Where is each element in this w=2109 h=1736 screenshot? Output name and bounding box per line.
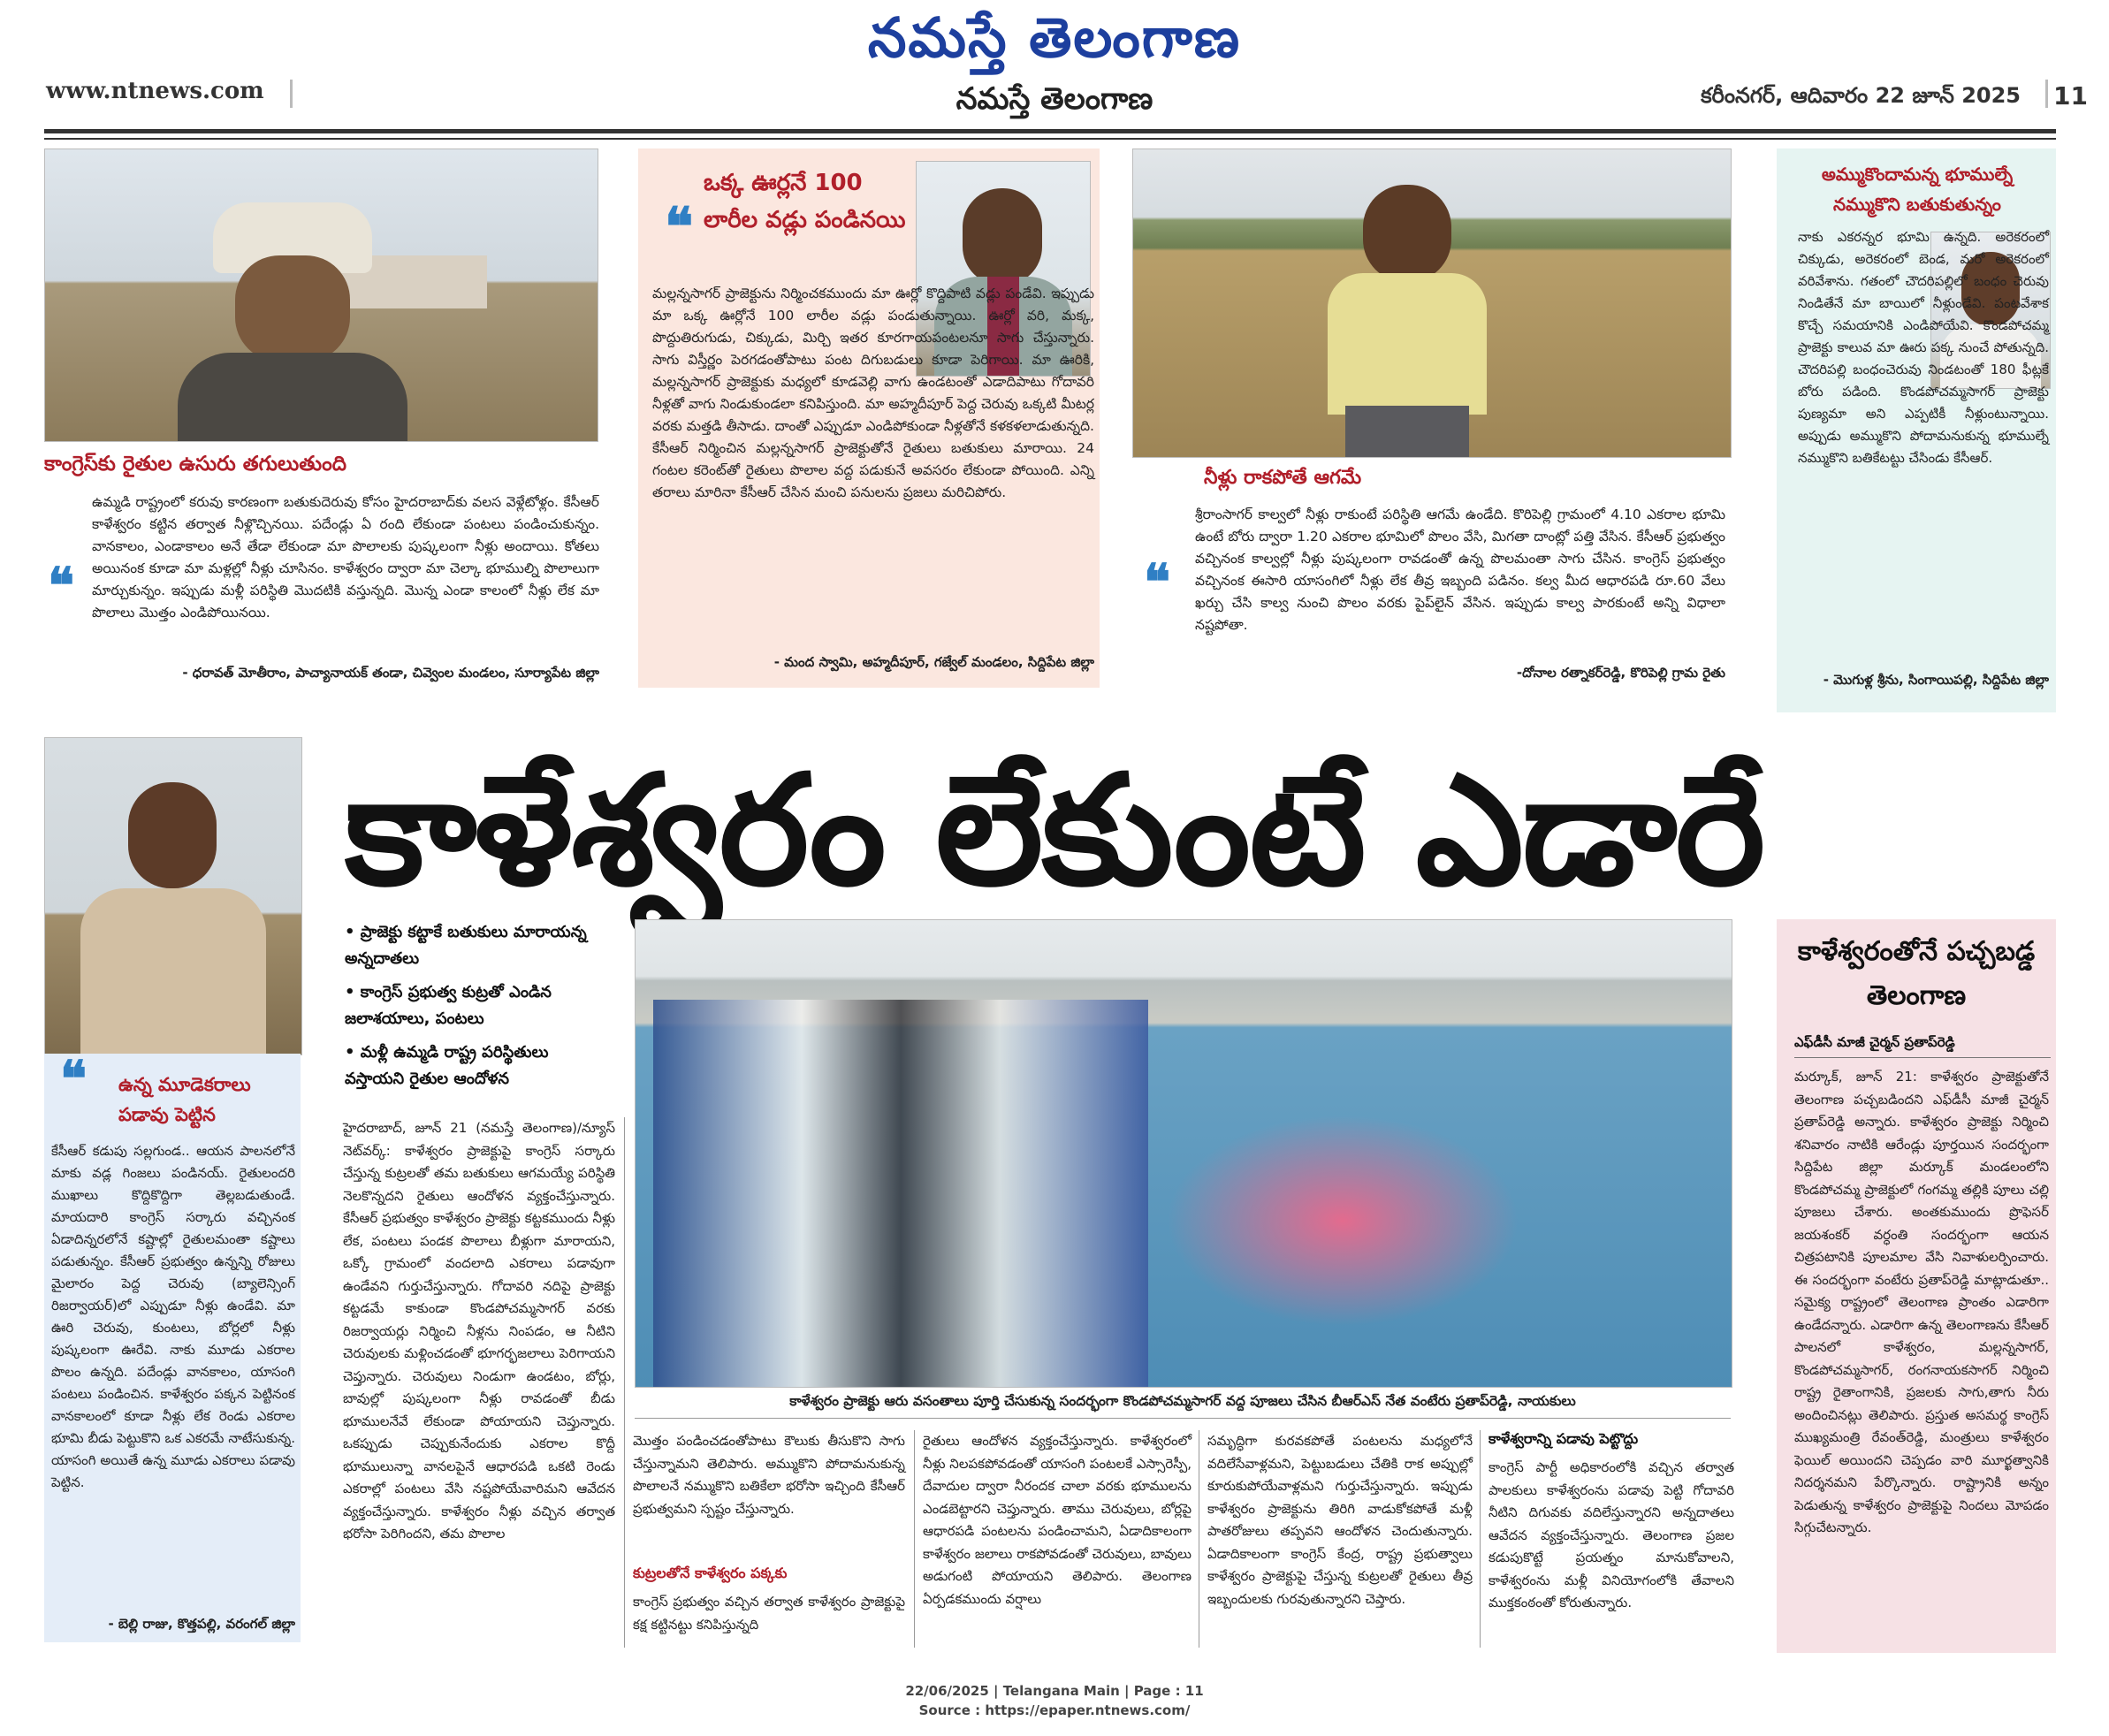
masthead-rule (44, 129, 2056, 133)
highlight-text: కాంగ్రెస్ ప్రభుత్వ కుట్రతో ఎండిన జలాశయాలు, పంటలు (345, 983, 552, 1028)
story2-body: మల్లన్నసాగర్ ప్రాజెక్టును నిర్మించకముందు మా ఊర్లో కొద్దిపాటి వడ్లు పండేవి. ఇప్పుడు మా ఒక్క ఊర్లోనే 100 లారీల వడ్లు పండుతున్నాయి. ఊర్లో వరి, మక్క, పొద్దుతిరుగుడు, చిక్కుడు, మిర్చి ఇతర కూరగాయపంటలనూ సాగు చేస్తున్నారు. సాగు విస్తీర్ణం పెరగడంతోపాటు పంట దిగుబడులు కూడా పెరిగాయి. మా ఊరికి, మల్లన్నసాగర్ ప్రాజెక్టుకు మధ్యలో కూడవెల్లి వాగు ఉండటంతో ఎడాదిపాటు గోదావరి నీళ్లతో వాగు నిండుకుండలా కనిపిస్తుంది. మా అహ్మదీపూర్ పెద్ద చెరువు ఒక్కటి మీటర్ల వరకు మత్తడి తీసాడు. దాంతో ఎప్పుడూ ఎండిపోకుండా నీళ్లతోనే కళకళలాడుతున్నది. కేసీఆర్ నిర్మించిన మల్లన్నసాగర్ ప్రాజెక్టుతోనే రైతులు బతుకులు మారాయి. 24 గంటల కరెంట్‌తో రైతులు పొలాల వద్ద పడుకునే అవసరం లేకుండా పోయింది. ఎన్ని తరాలు మారినా కేసీఆర్ చేసిన మంచి పనులను ప్రజలు మరిచిపోరు. (652, 286, 1094, 500)
face-shape (128, 782, 217, 888)
quote-icon: ❝ (48, 557, 75, 615)
farmer-photo-1 (44, 148, 598, 442)
field-photo (1132, 148, 1732, 458)
quote-icon: ❝ (60, 1050, 88, 1108)
story1-headline: కాంగ్రెస్‌కు రైతుల ఉసురు తగులుతుంది (44, 453, 347, 476)
face-shape (235, 255, 350, 362)
page-number: 11 (2053, 81, 2088, 110)
highlight-item: • కాంగ్రెస్ ప్రభుత్వ కుట్రతో ఎండిన జలాశయాలు, పంటలు (345, 983, 552, 1028)
story6-body: మర్కూక్, జూన్ 21: కాళేశ్వరం ప్రాజెక్టుతోనే తెలంగాణ పచ్చబడిందని ఎఫ్‌డీసీ మాజీ చైర్మన్ ప్రతాప్‌రెడ్డి అన్నారు. కాళేశ్వరం ప్రాజెక్టు నిర్మించి శనివారం నాటికి ఆరేండ్లు పూర్తయిన సందర్భంగా సిద్దిపేట జిల్లా మర్కూక్ మండలంలోని కొండపోచమ్మ ప్రాజెక్టులో గంగమ్మ తల్లికి పూలు చల్లి పూజలు చేశారు. అంతకుముందు ప్రొఫెసర్ జయశంకర్ వర్ధంతి సందర్భంగా ఆయన చిత్రపటానికి పూలమాల వేసి నివాళులర్పించారు. ఈ సందర్భంగా వంటేరు ప్రతాప్‌రెడ్డి మాట్లాడుతూ.. సమైక్య రాష్ట్రంలో తెలంగాణ ప్రాంతం ఎడారిగా ఉండేదన్నారు. ఎడారిగా ఉన్న తెలంగాణను కేసీఆర్ పాలనలో కాళేశ్వరం, మల్లన్నసాగర్, కొండపోచమ్మసాగర్, రంగనాయకసాగర్ నిర్మించి రాష్ట్ర రైతాంగానికి, ప్రజలకు సాగు,తాగు నీరు అందించినట్లు తెలిపారు. ప్రస్తుత అసమర్థ కాంగ్రెస్ ముఖ్యమంత్రి రేవంత్‌రెడ్డి, మంత్రులు కాళేశ్వరం ఫెయిల్ అయిందని చెప్పడం వారి మూర్ఖత్వానికి నిదర్శనమని పేర్కొన్నారు. రాష్ట్రానికి అన్నం పెడుతున్న కాళేశ్వరం ప్రాజెక్టుపై నిందలు మోపడం సిగ్గుచేటన్నారు. (1794, 1069, 2049, 1535)
main-article-col5: కాంగ్రెస్ పార్టీ అధికారంలోకి వచ్చిన తర్వాత పాలకులు కాళేశ్వరంను పడావు పెట్టి గోదావరి నీటిని దిగువకు వదిలేస్తున్నారని అన్నదాతలు ఆవేదన వ్యక్తంచేస్తున్నారు. తెలంగాణ ప్రజల కడుపుకొట్టే ప్రయత్నం మానుకోవాలని, కాళేశ్వరంను మళ్లీ వినియోగంలోకి తేవాలని ముక్తకంఠంతో కోరుతున్నారు. (1488, 1459, 1734, 1610)
quote-icon: ❝ (665, 196, 694, 258)
main-headline: కాళేశ్వరం లేకుంటే ఎడారే (345, 742, 1764, 919)
people-group-shape (653, 1000, 1148, 1388)
column-divider (914, 1430, 915, 1648)
story3-byline: -దోనాల రత్నాకర్‌రెడ్డి, కొరిపెల్లి గ్రామ రైతు (1516, 665, 1725, 681)
trousers-shape (1345, 406, 1469, 458)
story3-body: శ్రీరాంసాగర్ కాల్వలో నీళ్లు రాకుంటే పరిస్థితి ఆగమే ఉండేది. కొరిపెల్లి గ్రామంలో 4.10 ఎకరాల భూమి ఉంటే బోరు ద్వారా 1.20 ఎకరాల భూమిలో పొలం వేసి, మిగతా దాంట్లో పత్తి వేసిన. కేసీఆర్ ప్రభుత్వం వచ్చినంక కాల్వల్లో నీళ్లు పుష్కలంగా రావడంతో ఉన్న పొలమంతా సాగు చేసిన. కాంగ్రెస్ ప్రభుత్వం వచ్చినంక ఈసారి యాసంగిలో నీళ్లు లేక తీవ్ర ఇబ్బంది పడినం. కల్వ మీద ఆధారపడి రూ.60 వేలు ఖర్చు చేసి కాల్వ నుంచి పొలం వరకు పైప్‌లైన్ వేసిన. ఇప్పుడు కాల్వ పారకుంటే అన్ని విధాలా నష్టపోతా. (1195, 506, 1725, 633)
story4-body: నాకు ఎకరన్నర భూమి ఉన్నది. అరెకరంలో చిక్కుడు, అరెకరంలో బెండ, మరో అరెకరంలో వరివేశాను. గతంలో చౌదరిపల్లిలో బంధం చెరువు నిండితేనే మా బాయిలో నీళ్లుండేవి. పంటవేశాక కొచ్చే సమయానికి ఎండిపోయేవి. కొండపోచమ్మ ప్రాజెక్టు కాలువ మా ఊరు పక్క నుంచే పోతున్నది. చౌదరిపల్లి బంధంచెరువు నిండటంతో 180 ఫీట్లకే బోరు పడింది. కొండపోచమ్మసాగర్ ప్రాజెక్టు పుణ్యమా అని ఎప్పటికీ నీళ్లుంటున్నాయి. అప్పుడు అమ్ముకొని పోదామనుకున్న భూముల్నే నమ్ముకొని బతికేటట్టు చేసిండు కేసీఆర్. (1798, 229, 2049, 466)
story1-byline: - ధరావత్ మోతీరాం, పాచ్యానాయక్ తండా, చివ్వెంల మండలం, సూర్యాపేట జిల్లా (182, 665, 599, 681)
story5-byline: - బెల్లి రాజు, కొత్తపల్లి, వరంగల్ జిల్లా (108, 1616, 295, 1632)
story1-body: ఉమ్మడి రాష్ట్రంలో కరువు కారణంగా బతుకుదెరువు కోసం హైదరాబాద్‌కు వలస వెళ్లేటోళ్లం. కేసీఆర్ కాళేశ్వరం కట్టిన తర్వాత నీళ్లొచ్చినయి. పదేండ్లు ఏ రంది లేకుండా పంటలు పండించుకున్నం. వానకాలం, ఎండాకాలం అనే తేడా లేకుండా మా పొలాలకు పుష్కలంగా నీళ్లు అందాయి. కోతలు అయినంక కూడా మా మళ్లల్లో నీళ్లు చూసినం. కాళేశ్వరం ద్వారా మా చెల్కా భూముల్ని పొలాలుగా మార్చుకున్నం. ఇప్పుడు మళ్లీ పరిస్థితి మొదటికి వస్తున్నది. మొన్న ఎండా కాలంలో నీళ్లు లేక మా పొలాలు మొత్తం ఎండిపోయినయి. (92, 494, 599, 621)
reservoir-photo (635, 919, 1732, 1388)
edition-logo: నమస్తే తెలంగాణ (956, 81, 1153, 117)
highlight-item: • ప్రాజెక్టు కట్టాకే బతుకులు మారాయన్న అన్నదాతలు (345, 923, 587, 968)
flower-petals-shape (1166, 1115, 1519, 1327)
footer-source-link[interactable]: Source : https://epaper.ntnews.com/ (918, 1702, 1191, 1718)
photo-caption: కాళేశ్వరం ప్రాజెక్టు ఆరు వసంతాలు పూర్తి చేసుకున్న సందర్భంగా కొండపోచమ్మసాగర్ వద్ద పూజలు చేసిన బీఆర్‌ఎస్ నేత వంటేరు ప్రతాప్‌రెడ్డి, నాయకులు (789, 1393, 1576, 1409)
highlight-text: ప్రాజెక్టు కట్టాకే బతుకులు మారాయన్న అన్నదాతలు (345, 923, 587, 968)
main-article-col3: రైతులు ఆందోళన వ్యక్తంచేస్తున్నారు. కాళేశ్వరంలో నీళ్లు నిలపకపోవడంతో యాసంగి పంటలకే ఎస్సారెస్పీ, దేవాదుల ద్వారా నీరందక చాలా వరకు భూములను ఎండబెట్టారని చెప్తున్నారు. తాము చెరువులు, బోర్లపై ఆధారపడి పంటలను పండించామని, ఏడాదికాలంగా కాళేశ్వరం జలాలు రాకపోవడంతో చెరువులు, బావులు అడుగంటి పోయాయని తెలిపారు. తెలంగాణ ఏర్పడకముందు వర్షాలు (923, 1433, 1192, 1607)
main-article-col4: సమృద్ధిగా కురవకపోతే పంటలను మధ్యలోనే వదిలేసేవాళ్లమని, పెట్టుబడులు చేతికి రాక అప్పుల్లో కూరుకుపోయేవాళ్లమని గుర్తుచేస్తున్నారు. ఇప్పుడు కాళేశ్వరం ప్రాజెక్టును తిరిగి వాడుకోకపోతే మళ్లీ పాతరోజులు తప్పవని ఆందోళన చెందుతున్నారు. ఏడాదికాలంగా కాంగ్రెస్ కేంద్ర, రాష్ట్ర ప్రభుత్వాలు కాళేశ్వరం ప్రాజెక్టుపై చేస్తున్న కుట్రలతో రైతులు తీవ్ర ఇబ్బందులకు గురవుతున్నారని చెప్తారు. (1207, 1433, 1473, 1607)
header-divider (2045, 80, 2048, 108)
highlight-text: మళ్లీ ఉమ్మడి రాష్ట్ర పరిస్థితులు వస్తాయని రైతుల ఆందోళన (345, 1043, 549, 1088)
column-divider (624, 1117, 625, 1648)
farmer-photo-5 (44, 737, 302, 1055)
face-shape (1363, 185, 1451, 282)
story2-byline: - మంద స్వామి, అహ్మదీపూర్, గజ్వేల్ మండలం, సిద్దిపేట జిల్లా (773, 654, 1094, 670)
main-article-col2: మొత్తం పండించడంతోపాటు కౌలుకు తీసుకొని సాగు చేస్తున్నామని తెలిపారు. అమ్ముకొని పోదామనుకున్న పొలాలనే నమ్ముకొని బతికేలా భరోసా ఇచ్చింది కేసీఆర్ ప్రభుత్వమని స్పష్టం చేస్తున్నారు. (633, 1433, 905, 1517)
col2-subhead: కుట్రలతోనే కాళేశ్వరం పక్కకు (633, 1565, 788, 1581)
story2-headline: ఒక్క ఊర్లనే 100 లారీల వడ్లు పండినయి (704, 170, 906, 233)
caption-rule (635, 1418, 1731, 1419)
site-url[interactable]: www.ntnews.com (46, 78, 264, 104)
shirt-shape (80, 888, 266, 1055)
column-divider (1480, 1430, 1481, 1648)
face-shape (963, 188, 1042, 286)
col5-subhead: కాళేశ్వరాన్ని పడావు పెట్టొద్దు (1488, 1430, 1639, 1447)
main-article-col1: హైదరాబాద్, జూన్ 21 (నమస్తే తెలంగాణ)/న్యూస్ నెట్‌వర్క్: కాళేశ్వరం ప్రాజెక్టుపై కాంగ్రెస్ సర్కారు చేస్తున్న కుట్రలతో తమ బతుకులు ఆగమయ్యే పరిస్థితి నెలకొన్నదని రైతులు ఆందోళన వ్యక్తంచేస్తున్నారు. కేసీఆర్ ప్రభుత్వం కాళేశ్వరం ప్రాజెక్టు కట్టకముందు నీళ్లు లేక, పంటలు పండక పొలాలు బీళ్లుగా మారాయని, ఒక్కో గ్రామంలో వందలాది ఎకరాలు పడావుగా ఉండేవని గుర్తుచేస్తున్నారు. గోదావరి నదిపై ప్రాజెక్టు కట్టడమే కాకుండా కొండపోచమ్మసాగర్ వరకు రిజర్వాయర్లు నిర్మించి నీళ్లను నింపడం, ఆ నీటిని చెరువులకు మళ్లించడంతో భూగర్భజలాలు పెరిగాయని చెప్తున్నారు. చెరువులు నిండుగా ఉండటం, బోర్లు, బావుల్లో పుష్కలంగా నీళ్లు రావడంతో బీడు భూములనేవే లేకుండా పోయాయని చెప్తున్నారు. ఒకప్పుడు చెప్పుకునేందుకు ఎకరాల కొద్దీ భూములున్నా వానలపైనే ఆధారపడి ఒకటి రెండు ఎకరాల్లో పంటలు వేసి నష్టపోయేవారిమని ఆవేదన వ్యక్తంచేస్తున్నారు. కాళేశ్వరం నీళ్లు వచ్చిన తర్వాత భరోసా పెరిగిందని, తమ పొలాల (343, 1120, 615, 1542)
story5-body: కేసీఆర్ కడుపు సల్లగుండ.. ఆయన పాలనలోనే మాకు వడ్ల గింజలు పండినయ్. రైతులందరి ముఖాలు కొద్దికొద్దిగా తెల్లబడుతుండే. మాయదారి కాంగ్రెస్ సర్కారు వచ్చినంక ఏడాదిన్నరలోనే కష్టాల్లో రైతులమంతా కష్టాలు పడుతున్నం. కేసీఆర్ ప్రభుత్వం ఉన్నన్ని రోజులు మైలారం పెద్ద చెరువు (బ్యాలెన్సింగ్ రిజర్వాయర్)లో ఎప్పుడూ నీళ్లు ఉండేవి. మా ఊరి చెరువు, కుంటలు, బోర్లలో నీళ్లు పుష్కలంగా ఊరేవి. నాకు మూడు ఎకరాల పొలం ఉన్నది. పదేండ్లు వానకాలం, యాసంగి పంటలు పండించిన. కాళేశ్వరం పక్కన పెట్టినంక వానకాలంలో కూడా నీళ్లు లేక రెండు ఎకరాల భూమి బీడు పెట్టుకొని ఒక ఎకరమే నాటేసుకున్న. యాసంగి అయితే ఉన్న మూడు ఎకరాలు పడావు పెట్టిన. (51, 1143, 295, 1490)
footer-issue-line: 22/06/2025 | Telangana Main | Page : 11 (905, 1683, 1204, 1699)
story4-headline: అమ్ముకొందామన్న భూముల్నే నమ్ముకొని బతుకుతున్నం (1821, 164, 2014, 215)
highlight-item: • మళ్లీ ఉమ్మడి రాష్ట్ర పరిస్థితులు వస్తాయని రైతుల ఆందోళన (345, 1043, 549, 1088)
story4-byline: - మొగుళ్ల శ్రీను, సింగాయిపల్లి, సిద్దిపేట జిల్లా (1823, 672, 2049, 688)
story3-headline: నీళ్లు రాకపోతే ఆగమే (1204, 467, 1362, 489)
highlights-list (345, 919, 610, 1093)
shirt-shape (1328, 273, 1487, 415)
main-article-col2b: కాంగ్రెస్ ప్రభుత్వం వచ్చిన తర్వాత కాళేశ్వరం ప్రాజెక్టుపై కక్ష కట్టినట్టు కనిపిస్తున్నది (633, 1594, 905, 1633)
masthead-rule-thin (44, 138, 2056, 140)
newspaper-logo: నమస్తే తెలంగాణ (867, 5, 1242, 70)
quote-icon: ❝ (1144, 553, 1171, 612)
story6-headline: కాళేశ్వరంతోనే పచ్చబడ్డ తెలంగాణ (1797, 936, 2036, 1011)
story5-headline: ఉన్న మూడెకరాలు పడావు పెట్టిన (118, 1074, 251, 1125)
story6-subhead: ఎఫ్‌డీసీ మాజీ చైర్మన్ ప్రతాప్‌రెడ్డి (1794, 1034, 2051, 1058)
dateline: కరీంనగర్, ఆదివారం 22 జూన్ 2025 (1701, 83, 2021, 108)
shirt-shape (178, 353, 407, 442)
